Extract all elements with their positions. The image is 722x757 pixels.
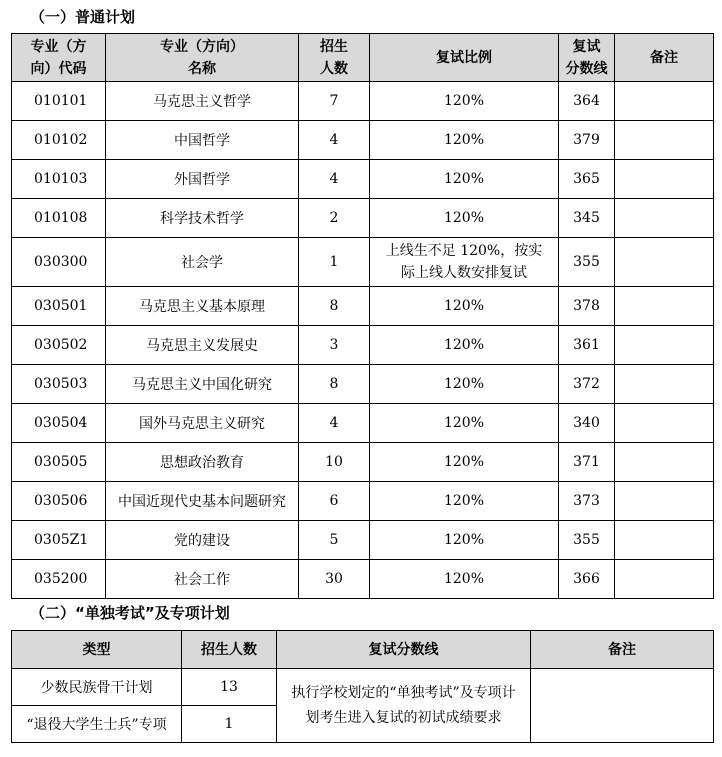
special-plan-table <box>11 630 714 743</box>
cell-code: 030505 <box>12 443 106 482</box>
table-row <box>12 560 714 599</box>
cell-name: 马克思主义基本原理 <box>106 287 299 326</box>
cell-code: 035200 <box>12 560 106 599</box>
header-name-line1: 专业（方向） <box>160 38 244 55</box>
header-name <box>106 34 299 82</box>
cell-quota: 1 <box>182 706 277 743</box>
cell-remark <box>615 199 714 238</box>
header-quota-line2: 人数 <box>320 60 348 77</box>
header-code-line1: 专业（方 <box>30 38 87 55</box>
cell-code: 0305Z1 <box>12 521 106 560</box>
cell-remark <box>615 238 714 287</box>
table-row <box>12 287 714 326</box>
cell-score: 372 <box>559 365 615 404</box>
cell-name: 科学技术哲学 <box>106 199 299 238</box>
header-score: 复试分数线 <box>277 631 531 669</box>
cell-quota: 2 <box>299 199 370 238</box>
score-text-line1: 执行学校划定的“单独考试”及专项计 <box>291 684 516 701</box>
cell-code: 030504 <box>12 404 106 443</box>
cell-quota: 3 <box>299 326 370 365</box>
cell-name: 中国近现代史基本问题研究 <box>106 482 299 521</box>
table-row <box>12 326 714 365</box>
table-row <box>12 482 714 521</box>
cell-name: 外国哲学 <box>106 160 299 199</box>
cell-name: 马克思主义中国化研究 <box>106 365 299 404</box>
cell-score: 371 <box>559 443 615 482</box>
header-code <box>12 34 106 82</box>
cell-ratio: 120% <box>370 121 559 160</box>
cell-quota: 4 <box>299 160 370 199</box>
score-text-line2: 划考生进入复试的初试成绩要求 <box>305 709 502 726</box>
cell-quota: 8 <box>299 287 370 326</box>
cell-remark <box>615 482 714 521</box>
cell-ratio: 120% <box>370 199 559 238</box>
table-header-row <box>12 34 714 82</box>
cell-quota: 5 <box>299 521 370 560</box>
cell-quota: 13 <box>182 669 277 706</box>
cell-type: 少数民族骨干计划 <box>12 669 182 706</box>
header-score-line1: 复试 <box>572 38 601 55</box>
cell-score: 365 <box>559 160 615 199</box>
cell-ratio: 120% <box>370 365 559 404</box>
table-row <box>12 82 714 121</box>
header-quota-line1: 招生 <box>320 38 348 55</box>
header-code-line2: 向）代码 <box>30 60 87 77</box>
cell-name: 马克思主义哲学 <box>106 82 299 121</box>
cell-ratio: 120% <box>370 560 559 599</box>
cell-name: 党的建设 <box>106 521 299 560</box>
table-row <box>12 365 714 404</box>
header-score-line2: 分数线 <box>565 60 608 77</box>
cell-score: 366 <box>559 560 615 599</box>
cell-score: 345 <box>559 199 615 238</box>
general-plan-table <box>11 33 714 599</box>
cell-ratio <box>370 238 559 287</box>
cell-name: 思想政治教育 <box>106 443 299 482</box>
cell-score-requirement <box>277 669 531 743</box>
cell-code: 010102 <box>12 121 106 160</box>
cell-name: 社会工作 <box>106 560 299 599</box>
cell-code: 030506 <box>12 482 106 521</box>
cell-quota: 10 <box>299 443 370 482</box>
cell-code: 030300 <box>12 238 106 287</box>
cell-quota: 8 <box>299 365 370 404</box>
cell-remark <box>615 121 714 160</box>
cell-score: 355 <box>559 521 615 560</box>
cell-code: 030502 <box>12 326 106 365</box>
cell-remark <box>615 326 714 365</box>
cell-ratio: 120% <box>370 160 559 199</box>
table-row <box>12 521 714 560</box>
cell-code: 010108 <box>12 199 106 238</box>
cell-quota: 30 <box>299 560 370 599</box>
header-score <box>559 34 615 82</box>
cell-remark <box>615 560 714 599</box>
cell-ratio: 120% <box>370 443 559 482</box>
cell-ratio: 120% <box>370 404 559 443</box>
cell-score: 378 <box>559 287 615 326</box>
ratio-note-line1: 上线生不足 120%，按实 <box>385 243 543 259</box>
cell-ratio: 120% <box>370 482 559 521</box>
table-row <box>12 443 714 482</box>
cell-code: 030501 <box>12 287 106 326</box>
ratio-note-line2: 际上线人数安排复试 <box>401 265 527 281</box>
cell-remark <box>531 669 714 743</box>
cell-remark <box>615 160 714 199</box>
cell-quota: 4 <box>299 404 370 443</box>
table-row <box>12 199 714 238</box>
header-quota <box>299 34 370 82</box>
cell-score: 361 <box>559 326 615 365</box>
cell-remark <box>615 82 714 121</box>
table-row <box>12 404 714 443</box>
header-type: 类型 <box>12 631 182 669</box>
section2-title: （二）“单独考试”及专项计划 <box>30 604 230 622</box>
header-remark: 备注 <box>531 631 714 669</box>
cell-score: 355 <box>559 238 615 287</box>
cell-code: 030503 <box>12 365 106 404</box>
cell-remark <box>615 365 714 404</box>
cell-code: 010103 <box>12 160 106 199</box>
cell-remark <box>615 521 714 560</box>
cell-quota: 7 <box>299 82 370 121</box>
cell-remark <box>615 404 714 443</box>
cell-name: 中国哲学 <box>106 121 299 160</box>
cell-remark <box>615 443 714 482</box>
header-quota: 招生人数 <box>182 631 277 669</box>
cell-quota: 1 <box>299 238 370 287</box>
cell-type: “退役大学生士兵”专项 <box>12 706 182 743</box>
cell-name: 马克思主义发展史 <box>106 326 299 365</box>
cell-code: 010101 <box>12 82 106 121</box>
table-row <box>12 160 714 199</box>
table-row <box>12 669 714 706</box>
cell-score: 379 <box>559 121 615 160</box>
cell-ratio: 120% <box>370 287 559 326</box>
cell-remark <box>615 287 714 326</box>
cell-score: 364 <box>559 82 615 121</box>
cell-name: 国外马克思主义研究 <box>106 404 299 443</box>
cell-score: 340 <box>559 404 615 443</box>
table-row <box>12 121 714 160</box>
header-ratio: 复试比例 <box>370 34 559 82</box>
cell-score: 373 <box>559 482 615 521</box>
cell-name: 社会学 <box>106 238 299 287</box>
cell-ratio: 120% <box>370 82 559 121</box>
cell-quota: 6 <box>299 482 370 521</box>
header-remark: 备注 <box>615 34 714 82</box>
cell-ratio: 120% <box>370 326 559 365</box>
cell-quota: 4 <box>299 121 370 160</box>
table-row <box>12 238 714 287</box>
section1-title: （一）普通计划 <box>30 8 136 26</box>
header-name-line2: 名称 <box>188 60 216 77</box>
table-header-row <box>12 631 714 669</box>
cell-ratio: 120% <box>370 521 559 560</box>
